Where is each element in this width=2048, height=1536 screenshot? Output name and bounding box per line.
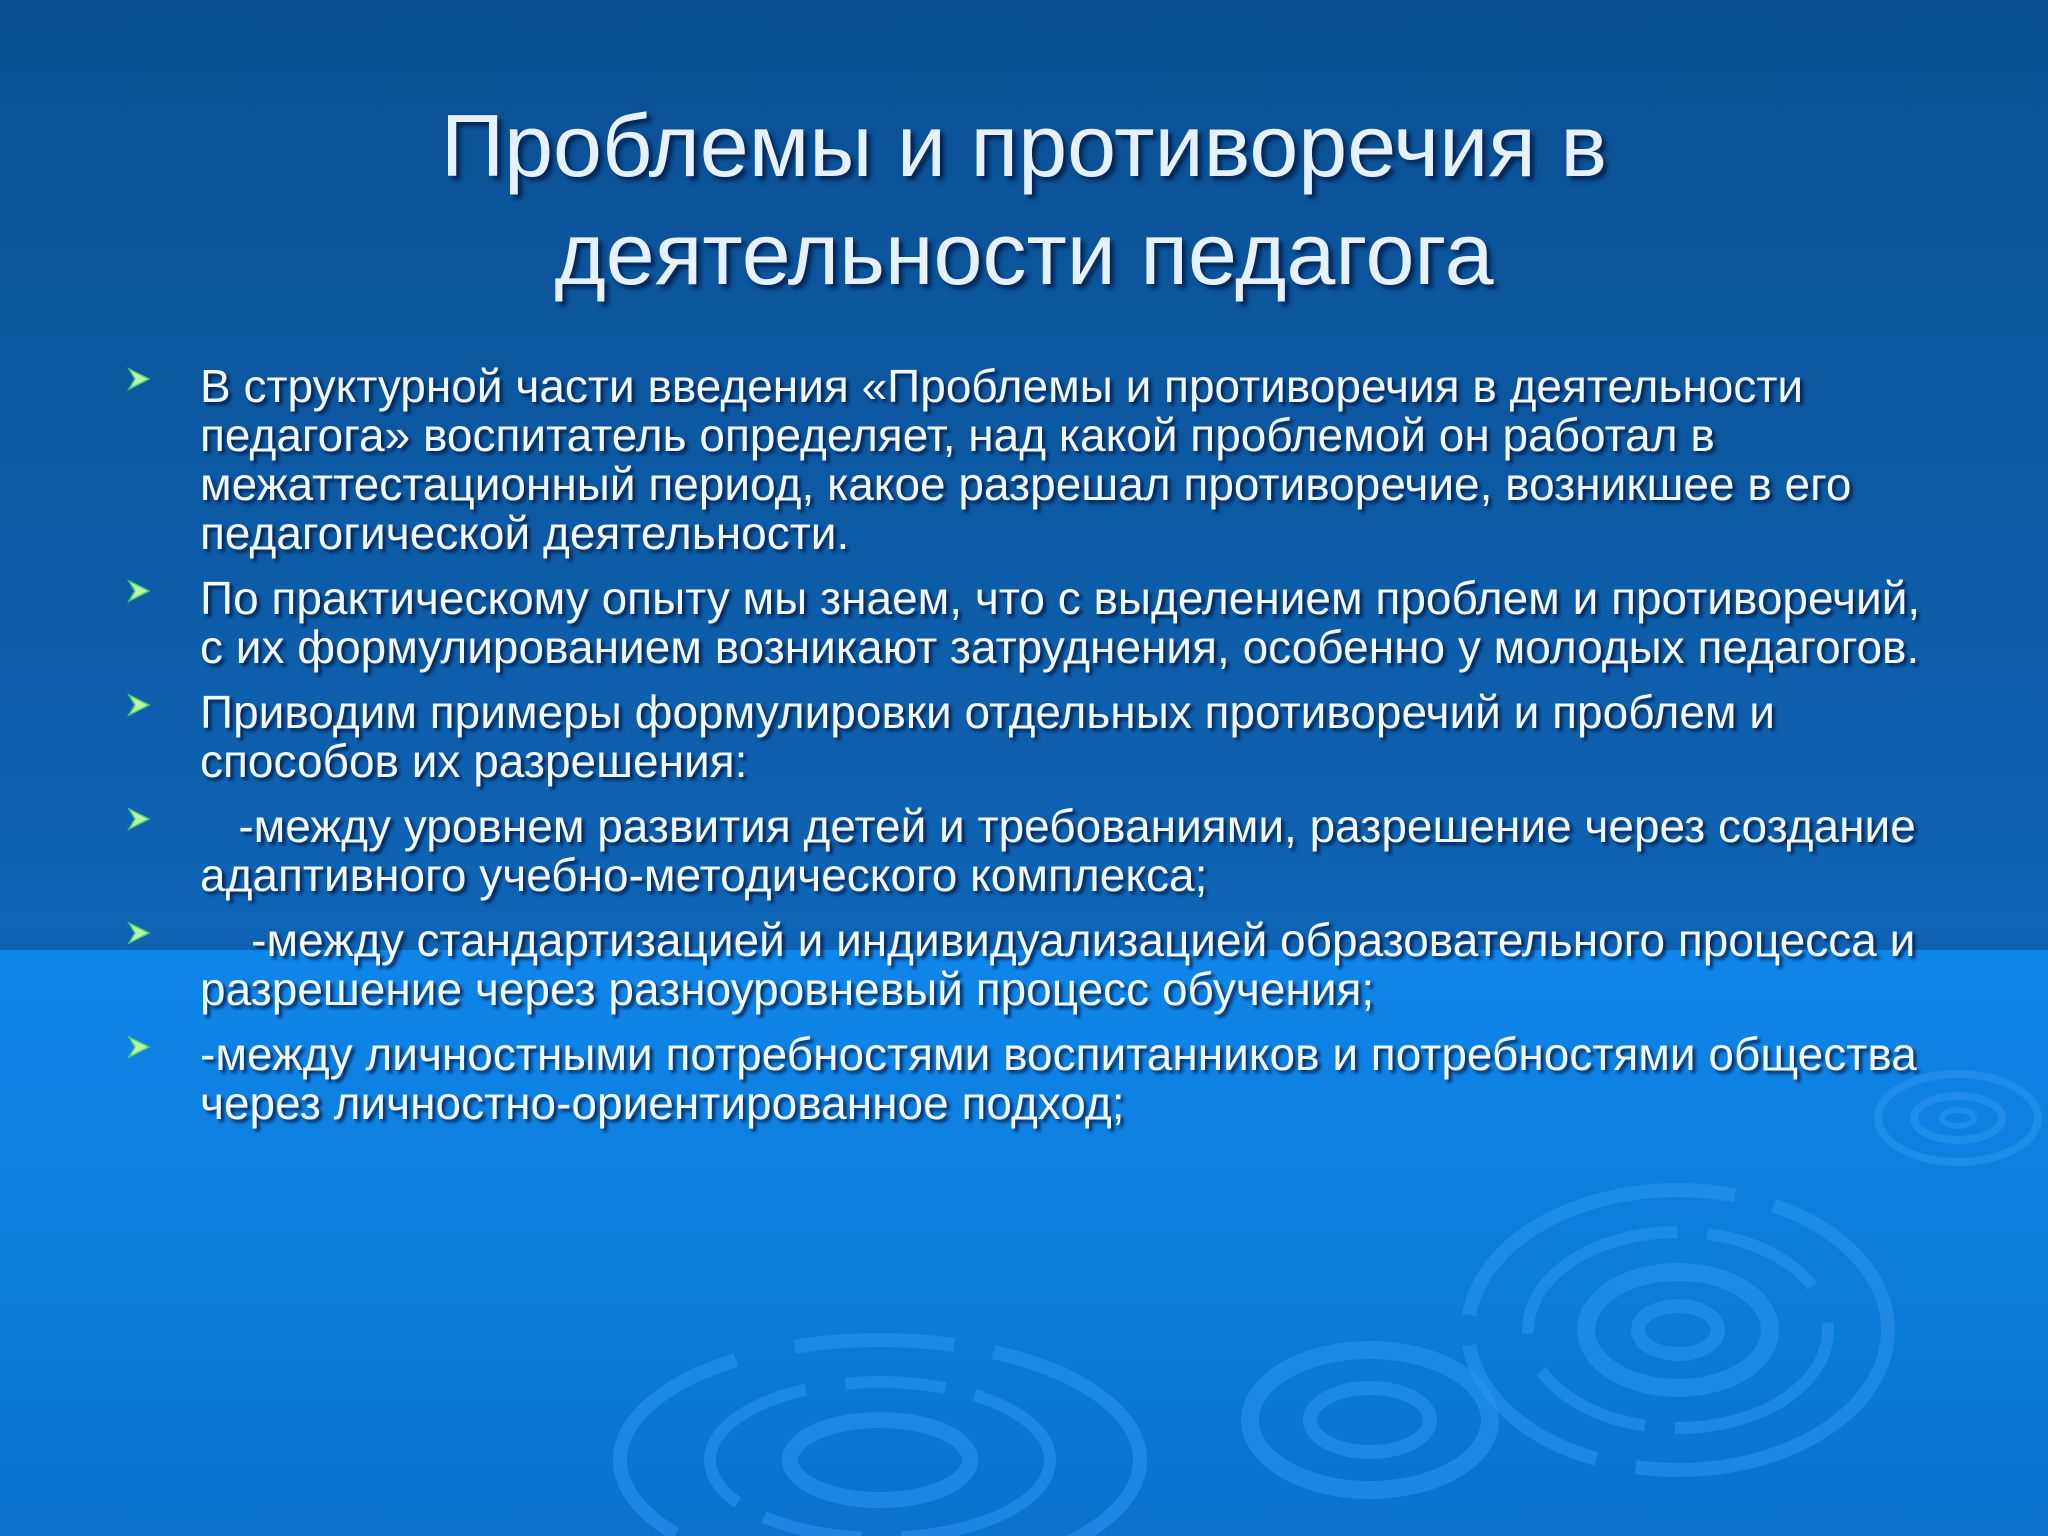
chevron-arrow-icon (126, 1034, 152, 1060)
bullet-item (120, 574, 1940, 672)
chevron-arrow-icon (126, 806, 152, 832)
bullet-text: Приводим примеры формулировки отдельных противоречий и проблем и способов их разрешения: (200, 686, 1776, 787)
chevron-arrow-icon (126, 692, 152, 718)
bullet-text: -между личностными потребностями воспитанников и потребностями общества через личностно-ориентированное подход; (200, 1028, 1917, 1129)
bullet-list (120, 362, 1940, 1144)
bullet-item (120, 802, 1940, 900)
chevron-arrow-icon (126, 578, 152, 604)
bullet-text: -между уровнем развития детей и требованиями, разрешение через создание адаптивного учебно-методического комплекса; (200, 800, 1929, 901)
title-line-1: Проблемы и противоречия в (440, 96, 1608, 195)
chevron-arrow-icon (126, 366, 152, 392)
chevron-arrow-icon (126, 920, 152, 946)
title-line-2: деятельности педагога (554, 204, 1494, 303)
bullet-item (120, 1030, 1940, 1128)
bullet-text: В структурной части введения «Проблемы и противоречия в деятельности педагога» воспитатель определяет, над какой проблемой он работал в межаттестационный период, какое разрешал противоречие, возникшее в его педагогической деятельности. (200, 360, 1852, 559)
bullet-item (120, 688, 1940, 786)
slide-title (224, 92, 1824, 308)
bullet-item (120, 362, 1940, 558)
bullet-text: По практическому опыту мы знаем, что с выделением проблем и противоречий, с их формулированием возникают затруднения, особенно у молодых педагогов. (200, 572, 1921, 673)
bullet-text: -между стандартизацией и индивидуализацией образовательного процесса и разрешение через разноуровневый процесс обучения; (200, 914, 1929, 1015)
bullet-item (120, 916, 1940, 1014)
